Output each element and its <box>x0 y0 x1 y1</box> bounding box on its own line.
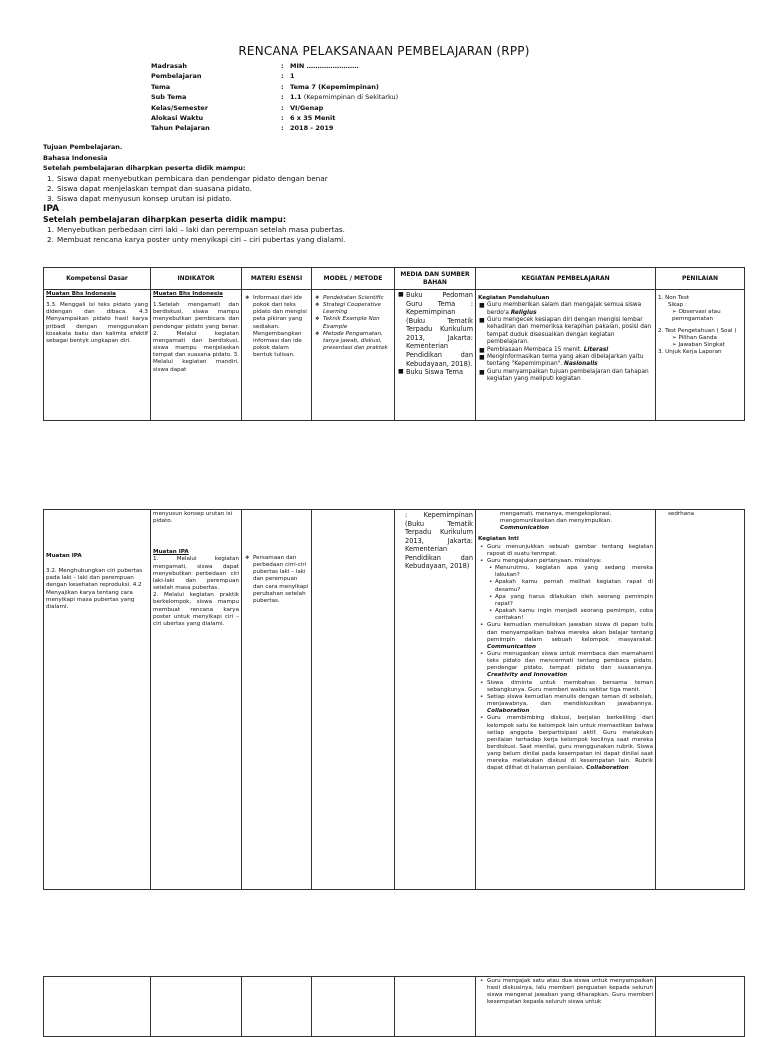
kd-subject: Muatan Bhs Indonesia <box>46 291 116 297</box>
question-item: • Apa yang harus dilakukan oleh seorang pemimpin rapat? <box>495 594 653 608</box>
col-header-indikator: INDIKATOR <box>151 268 242 290</box>
objective-item: 1. Siswa dapat menyebutkan pembicara dan pendengar pidato dengan benar <box>47 173 328 183</box>
objective-item: 3. Siswa dapat menyusun konsep urutan isi pidato. <box>47 193 232 203</box>
kegiatan-item: • Guru mengajukan pertanyaan, misalnya: • Menurutmu, kegiatan apa yang sedang mereka lakukan? • Apakah kamu pernah melihat kegiatan rapat di desamu? • Apa yang harus dilakukan oleh seorang pemimpin rapat? • Apakah kamu ingin menjadi seorang pemimpin, coba ceritakan! <box>487 558 653 622</box>
materi-item: ❖ Persamaan dan perbedaan cirri-ciri pubertas laki – laki dan perempuan dan cara menyikapi perubahan setelah pubertas. <box>253 555 309 605</box>
cell-materi <box>242 510 312 890</box>
table-row <box>44 977 745 1037</box>
identity-block <box>151 61 398 134</box>
cell-kegiatan <box>476 510 656 890</box>
ind-item: 1. Melalui kegiatan mengamati, siswa dapat menyebutkan perbedaan ciri laki-laki dan perempuan setelah masa pubertas. <box>153 556 239 592</box>
table-header-row <box>44 268 745 290</box>
kegiatan-item: • Siswa diminta untuk membahas bersama teman sebangkunya. Guru memberi waktu sekitar tiga menit. <box>487 680 653 694</box>
kegiatan-item: • Guru menunjukkan sebuah gambar tentang kegiatan rapoat di suatu tenmpat. <box>487 544 653 558</box>
kd-text: 3.3. Menggali isi teks pidato yang didengan dan dibaca. 4.3 Menyampaikan pidato hasil karya pribadi dengan menggunakan kosakata baku dan kalimta efektif sebagai bentyk ungkapan diri. <box>46 302 148 344</box>
cell-media <box>395 290 476 421</box>
meta-key: Sub Tema <box>151 93 187 102</box>
penilaian-item: ➢ Pilihan Ganda <box>672 334 717 341</box>
meta-row: Madrasah : MIN …………………… <box>151 62 359 70</box>
learning-objectives <box>43 142 743 246</box>
meta-key: Tahun Pelajaran <box>151 124 210 133</box>
kegiatan-item: • Guru membimbing diskusi, berjalan berkeliling dari kelompok satu ke kelompok lain untuk memastikan bahwa setiap anggota berpartisipasi aktif. Guru melakukan penilaian terhadap kerja kelompok kecilnya saat mereka berdiskusi. Saat menilai, guru menggunakan rubrik. Siswa yang belum dinilai pada kesempatan ini dapat dinilai saat mereka melakukan diskusi di kesempatan lain. Rubrik dapat dilihat di halaman penilaian. Collaboration <box>487 715 653 772</box>
meta-value: VI/Genap <box>290 103 324 112</box>
ind-subject: Muatan IPA <box>153 549 189 556</box>
meta-value: 1.1 (Kepemimpinan di Sekitarku) <box>290 93 399 102</box>
table-row <box>44 510 745 890</box>
model-item: ❖ Teknik Example Non Example <box>323 316 392 330</box>
penilaian-item: Sikap : <box>668 302 687 309</box>
rpp-table-3 <box>43 976 745 1037</box>
media-continued: : Kepemimpinan (Buku Tematik Terpadu Kurikulum 2013, Jakarta: Kementerian Pendidikan dan Kebudayaan, 2018) <box>405 511 473 571</box>
cell-kegiatan <box>476 977 656 1037</box>
cell-penilaian <box>656 510 745 890</box>
cell-kegiatan <box>476 290 656 421</box>
cell-model <box>312 510 395 890</box>
penilaian-item: 1. Non Test <box>658 295 690 301</box>
cell-kd <box>44 977 151 1037</box>
materi-item: ❖ Informasi dari ide pokok dari teks pidato dan mengisi peta pikiran yang sediakan. Mengembangkan informasi dan ide pokok dalam bentuk tulisan. <box>253 295 309 359</box>
ind-continued: menyusun konsep urutan isi pidato. <box>153 511 233 525</box>
kegiatan-heading: Kegiatan Pendahuluan <box>478 295 550 301</box>
table-row <box>44 290 745 421</box>
meta-row: Tema : Tema 7 (Kepemimpinan) <box>151 82 379 91</box>
question-item: • Apakah kamu pernah melihat kegiatan rapat di desamu? <box>495 579 653 593</box>
document-title: RENCANA PELAKSANAAN PEMBELAJARAN (RPP) <box>238 44 530 58</box>
cell-indikator <box>151 290 242 421</box>
kegiatan-item: • Setiap siswa kemudian menulis dengan teman di sebelah, menjawabnya, dan mendiskusikan jawabannya. Collaboration <box>487 694 653 715</box>
cell-kd <box>44 510 151 890</box>
kegiatan-item: ■ Guru memberikan salam dan mengajak semua siswa berdo'a Religius <box>487 302 653 317</box>
meta-value: 2018 - 2019 <box>290 124 334 133</box>
col-header-kd: Kompetensi Dasar <box>44 268 151 290</box>
ind-subject: Muatan Bhs Indonesia <box>153 291 223 297</box>
objectives-heading: Tujuan Pembelajaran. <box>43 143 123 151</box>
meta-value-extra: (Kepemimpinan di Sekitarku) <box>303 93 399 102</box>
cell-materi <box>242 290 312 421</box>
model-item: ❖ Metode Pengamatan, tanya jawab, diskusi, presentasi dan praktek <box>323 331 392 352</box>
kegiatan-item: ■ Guru mengecek kesiapan diri dengan mengisi lembar kehadiran dan memeriksa kerapihan pakaian, posisi dan tempat duduk disesuaikan dengan kegiatan pembelajaran. <box>487 317 653 347</box>
meta-value: 6 x 35 Menit <box>290 113 336 122</box>
question-item: • Apakah kamu ingin menjadi seorang pemimpin, coba ceritakan! <box>495 608 653 622</box>
media-item: ■ Buku Pedoman Guru Tema : Kepemimpinan (Buku Tematik Terpadu Kurikulum 2013, Jakarta: Kementerian Pendidikan dan Kebudayaan, 2018). <box>406 291 473 368</box>
kd-text: 3.2. Menghubungkan ciri pubertas pada laki – laki dan perempuan dengan kesehatan reproduksi. 4.2 Menyajikan karya tentang cara menyikapi masa pubertas yang dialami. <box>46 568 143 610</box>
cell-model <box>312 290 395 421</box>
meta-row: Tahun Pelajaran : 2018 - 2019 <box>151 124 334 133</box>
meta-key: Madrasah <box>151 62 187 70</box>
cell-indikator <box>151 977 242 1037</box>
meta-value: 1 <box>290 72 295 81</box>
cell-materi <box>242 977 312 1037</box>
question-item: • Menurutmu, kegiatan apa yang sedang mereka lakukan? <box>495 565 653 579</box>
kegiatan-item: • Guru kemudian menuliskan jawaban siswa di papan tulis dan menyampaikan bahwa mereka akan belajar tentang pemimpin dalam sebuah kelompok masyarakat. Communication <box>487 622 653 651</box>
meta-key: Tema <box>151 82 171 91</box>
subject-heading-ipa: IPA <box>43 204 60 215</box>
cell-penilaian <box>656 290 745 421</box>
media-item: ■ Buku Siswa Tema <box>406 368 473 377</box>
kegiatan-heading: Kegiatan Inti <box>478 536 519 543</box>
subject-heading-bi: Bahasa Indonesia <box>43 153 108 162</box>
kegiatan-continued: mengamati, menanya, mengeksplorasi, mengomunikasikan dan menyimpulkan. Communication <box>500 511 613 532</box>
model-item: ❖ Strategi Cooperative Learning <box>323 302 392 316</box>
objective-item: 1. Menyebutkan perbedaan cirri laki – laki dan perempuan setelah masa pubertas. <box>47 225 345 235</box>
col-header-penilaian: PENILAIAN <box>656 268 745 290</box>
meta-value: Tema 7 (Kepemimpinan) <box>290 82 379 91</box>
objectives-lead: Setelah pembelajaran diharpkan peserta didik mampu: <box>43 215 286 225</box>
kegiatan-item: • Guru mengajak satu atau dua siswa untuk menyampaikan hasil diskusinya, lalu memberi penguatan kepada seluruh siswa mengenai jawaban yang diharapkan. Guru memberi kesempatan kepada seluruh siswa untuk <box>487 978 653 1007</box>
meta-row: Sub Tema : 1.1 (Kepemimpinan di Sekitarku) <box>151 93 399 102</box>
kegiatan-item: ■ Pembiasaan Membaca 15 menit. Literasi <box>487 347 653 354</box>
meta-key: Alokasi Waktu <box>151 113 204 122</box>
cell-media <box>395 977 476 1037</box>
meta-key: Pembelajaran <box>151 72 202 81</box>
cell-kd <box>44 290 151 421</box>
penilaian-item: ➢ Observasi atau pemngamatan <box>672 309 721 323</box>
meta-value: MIN …………………… <box>290 62 359 70</box>
ind-item: 2. Melalui kegiatan praktik berkelompok, siswa mampu membuat rencana karya poster untuk menyikapi ciri – ciri ubertas yang dialami. <box>153 592 239 627</box>
rpp-table-1 <box>43 267 745 421</box>
kegiatan-item: ■ Guru menyampaikan tujuan pembelajaran dan tahapan kegiatan yang meliputi kegiatan <box>487 369 653 384</box>
model-item: ❖ Pendekatan Scientific <box>323 295 392 302</box>
cell-penilaian <box>656 977 745 1037</box>
penilaian-item: 2. Test Pengetahuan ( Soal ) <box>658 327 737 334</box>
objective-item: 2. Siswa dapat menjelaskan tempat dan suasana pidato. <box>47 183 252 193</box>
objective-item: 2. Membuat rencana karya poster unty menyikapi ciri – ciri pubertas yang dialami. <box>47 235 346 245</box>
meta-key: Kelas/Semester <box>151 103 209 112</box>
col-header-model: MODEL / METODE <box>312 268 395 290</box>
cell-indikator <box>151 510 242 890</box>
meta-row: Alokasi Waktu : 6 x 35 Menit <box>151 113 336 122</box>
kd-subject: Muatan IPA <box>46 553 82 559</box>
rpp-table-2 <box>43 509 745 890</box>
ind-text: 1.Setelah mengamati dan berdiskusi, siswa mampu menyebutkan pembicara dan pendengar pidato yang benar. 2. Melalui kegiatan mengamati dan berdiskusi, siswa mampu menjelaskan tempat dan suasana pidato. 3. Melalui kegiatan mandiri, siswa dapat <box>153 302 239 373</box>
penilaian-continued: sedrhana <box>668 511 695 517</box>
cell-media <box>395 510 476 890</box>
objectives-lead: Setelah pembelajaran diharpkan peserta didik mampu: <box>43 164 246 172</box>
cell-model <box>312 977 395 1037</box>
meta-row: Pembelajaran : 1 <box>151 72 295 81</box>
col-header-media: MEDIA DAN SUMBER BAHAN <box>395 268 476 290</box>
col-header-materi: MATERI ESENSI <box>242 268 312 290</box>
penilaian-item: ➢ Jawaban Singkat <box>672 341 725 348</box>
meta-row: Kelas/Semester : VI/Genap <box>151 103 324 112</box>
col-header-kegiatan: KEGIATAN PEMBELAJARAN <box>476 268 656 290</box>
kegiatan-item: ■ Menginformasikan tema yang akan dibelajarkan yaitu tentang "Kepemimpinan". Nasionalis <box>487 354 653 369</box>
kegiatan-item: • Guru menugaskan siswa untuk membaca dan memahami teks pidato dan mencermati tentang pembaca pidato, pendengar pidato, tempat pidato dan suasananya. Creativity and Innovation <box>487 651 653 680</box>
penilaian-item: 3. Unjuk Kerja Laporan <box>658 349 722 356</box>
